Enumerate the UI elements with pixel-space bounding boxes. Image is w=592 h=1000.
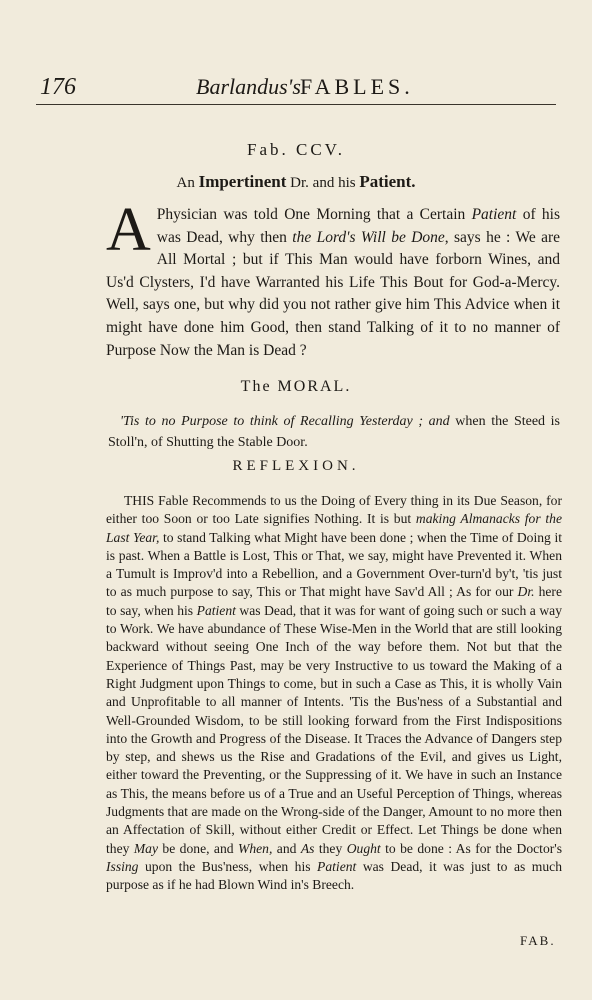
subtitle-word-patient: Patient. <box>359 172 416 191</box>
header-author: Barlandus's <box>196 74 301 99</box>
fable-text-2: of his was Dead, why then <box>156 206 560 246</box>
reflexion-i1: making Almanacks for the Last Year, <box>106 511 562 545</box>
reflexion-heading: REFLEXION. <box>232 458 360 474</box>
moral-plain: when the Steed is Stoll'n, of Shutting the Stable Door. <box>108 414 561 450</box>
subtitle-word-impertinent: Impertinent <box>198 172 287 191</box>
reflexion-t5: be done, and <box>158 840 238 856</box>
fable-text-patient: Patient <box>471 206 517 223</box>
fable-body <box>106 196 560 362</box>
fable-title: Fab. CCV. <box>246 140 345 159</box>
header-book-title: FABLES. <box>300 74 414 99</box>
reflexion-i8: Issing <box>106 858 139 874</box>
reflexion-i2: Dr. <box>517 584 535 600</box>
fable-text-1: Physician was told One Morning that a Certain <box>156 206 472 223</box>
catchword: FAB. <box>520 933 556 948</box>
reflexion-t10: was Dead, it was just to as much purpose as if he had Blown Wind in's Breech. <box>106 858 563 893</box>
drop-cap: A <box>106 196 151 264</box>
reflexion-text <box>106 492 562 895</box>
reflexion-t7: they <box>314 840 347 856</box>
running-header <box>36 68 556 105</box>
moral-text <box>108 411 560 453</box>
moral-italic: 'Tis to no Purpose to think of Recalling Yesterday ; and <box>120 414 450 429</box>
fable-subtitle <box>0 172 592 192</box>
reflexion-t4: was Dead, that it was for want of going such or such a way to Work. We have abundance of These Wise-Men in the World that are still looking backward without seeing One Inch of the way before them. Not but that the Experience of Things Past, may be very Instructive to us toward the Making of a Right Judgment upon Things to come, but in such a Case as This, it is wholly Vain and Unprofitable to all manner of Intents. 'Tis the Bus'ness of a Substantial and Well-Grounded Wisdom, to be still looking forward from the First Indispositions into the Growth and Progress of the Disease. It Traces the Advance of Dangers step by step, and shews us the Rise and Gradations of the Evil, and gives us Light, either toward the Preventing, or the Suppressing of it. We have in such an Instance as This, the means before us of a True and an Useful Perception of Things, whereas Judgments that are made on the Wrong-side of the Danger, Amount to no more then an Affectation of Skill, without either Credit or Effect. Let Things be done when they <box>106 602 562 856</box>
subtitle-pre: An <box>176 175 199 191</box>
reflexion-i5: When, <box>238 840 273 856</box>
reflexion-t2: to stand Talking what Might have been done ; when the Time of Doing it is past. When a Battle is Lost, This or That, we say, might have Prevented it. When a Tumult is Improv'd into a Rebellion, and a Government Over-turn'd by't, 'tis just to as much purpose to say, This or That might have Sav'd All ; As for our <box>106 529 563 600</box>
moral-heading: The MORAL. <box>240 378 352 395</box>
reflexion-t3: here to say, when his <box>106 584 562 618</box>
reflexion-t1: THIS Fable Recommends to us the Doing of Every thing in its Due Season, for either too Soon or too Late signifies Nothing. It is but <box>106 493 562 527</box>
reflexion-i4: May <box>133 840 158 856</box>
reflexion-i7: Ought <box>346 840 381 856</box>
reflexion-t8: to be done : As for the Doctor's <box>380 840 563 856</box>
reflexion-i6: As <box>300 840 315 856</box>
reflexion-t6: and <box>272 840 301 856</box>
subtitle-mid: Dr. and his <box>286 175 360 191</box>
page-number: 176 <box>40 74 76 100</box>
reflexion-i9: Patient <box>317 858 357 874</box>
reflexion-i3: Patient <box>196 602 236 618</box>
reflexion-t9: upon the Bus'ness, when his <box>138 858 318 874</box>
fable-text-lords-will: the Lord's Will be Done <box>292 228 445 246</box>
fable-text-3: , says he : We are All Mortal ; but if This Man would have forborn Wines, and Us'd Clysters, I'd have Warranted his Life This Bout for God-a-Mercy. Well, says one, but why did you not rather give him This Advice when it might have done him Good, then stand Talking of it to no manner of Purpose Now the Man is Dead ? <box>106 228 560 359</box>
